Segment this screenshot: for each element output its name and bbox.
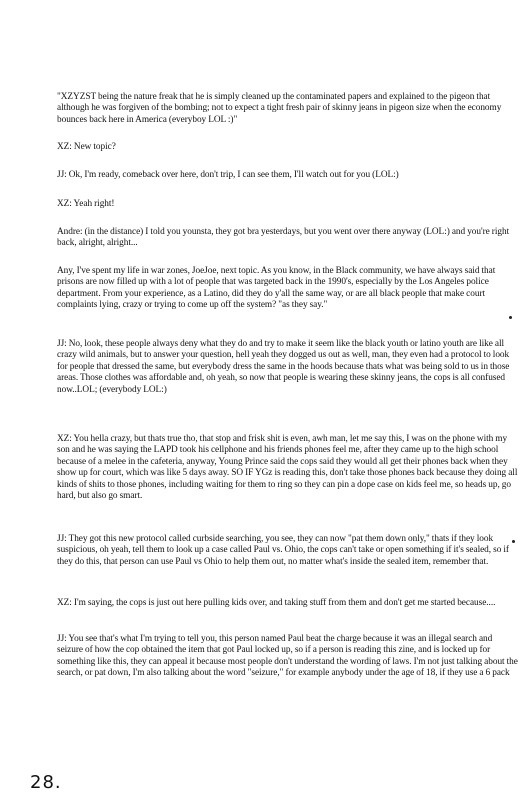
page-number: 28. bbox=[30, 772, 62, 793]
ink-speck bbox=[509, 316, 512, 319]
paragraph-4: XZ: Yeah right! bbox=[57, 199, 115, 209]
paragraph-9: JJ: They got this new protocol called curbside searching, you see, they can now "pat them down only," thats if they look suspicious, oh yeah, tell them to look up a case called Paul vs. Ohio, the cops can't take or open something if it's sealed, so if they do this, that person can use Paul vs Ohio to help them out, no matter what's inside the sealed item, remember that. bbox=[57, 534, 509, 567]
paragraph-10: XZ: I'm saying, the cops is just out here pulling kids over, and taking stuff from them and don't get me started because.... bbox=[57, 598, 496, 608]
paragraph-3: JJ: Ok, I'm ready, comeback over here, don't trip, I can see them, I'll watch out for you (LOL:) bbox=[57, 170, 399, 180]
paragraph-7: JJ: No, look, these people always deny what they do and try to make it seem like the black youth or latino youth are like all crazy wild animals, but to answer your question, hell yeah they dogged us out as well, man, they even had a protocol to look for people that dressed the same, but everybody dress the same in the hoods because thats what was being sold to us in those areas. Those clothes was affordable and, oh yeah, so now that people is wearing these skinny jeans, the cops is all confused now..LOL; (everybody LOL:) bbox=[57, 339, 510, 395]
paragraph-8: XZ: You hella crazy, but thats true tho, that stop and frisk shit is even, awh man, let me say this, I was on the phone with my son and he was saying the LAPD took his cellphone and his friends phones feel me, after they came up to the high school because of a melee in the cafeteria, anyway, Young Prince said the cops said they would all get their phones back when they show up for court, which was like 5 days away. SO IF YGz is reading this, don't take those phones back because they doing all kinds of shits to those phones, including waiting for them to ring so they can pin a dope case on kids feel me, so heads up, go hard, but also go smart. bbox=[57, 434, 518, 502]
paragraph-6: Any, I've spent my life in war zones, JoeJoe, next topic. As you know, in the Black community, we have always said that prisons are now filled up with a lot of people that was targeted back in the 1990's, especially by the Los Angeles police department. From your experience, as a Latino, did they do y'all the same way, or are all black people that make court complaints lying, crazy or trying to come up off the system? "as they say." bbox=[57, 266, 496, 311]
paragraph-11: JJ: You see that's what I'm trying to tell you, this person named Paul beat the charge because it was an illegal search and seizure of how the cop obtained the item that got Paul locked up, so if a person is reading this zine, and is locked up for something like this, they can appeal it because most people don't understand the wording of laws. I'm not just talking about the search, or pat down, I'm also talking about the word "seizure," for example anybody under the age of 18, if they use a 6 pack bbox=[57, 634, 518, 679]
paragraph-1: "XZYZST being the nature freak that he is simply cleaned up the contaminated papers and explained to the pigeon that although he was forgiven of the bombing; not to expect a tight fresh pair of skinny jeans in pigeon size when the economy bounces back here in America (everyboy LOL :)" bbox=[57, 92, 502, 125]
paragraph-2: XZ: New topic? bbox=[57, 142, 116, 152]
paragraph-5: Andre: (in the distance) I told you younsta, they got bra yesterdays, but you went over there anyway (LOL:) and you're right back, alright, alright... bbox=[57, 227, 510, 249]
